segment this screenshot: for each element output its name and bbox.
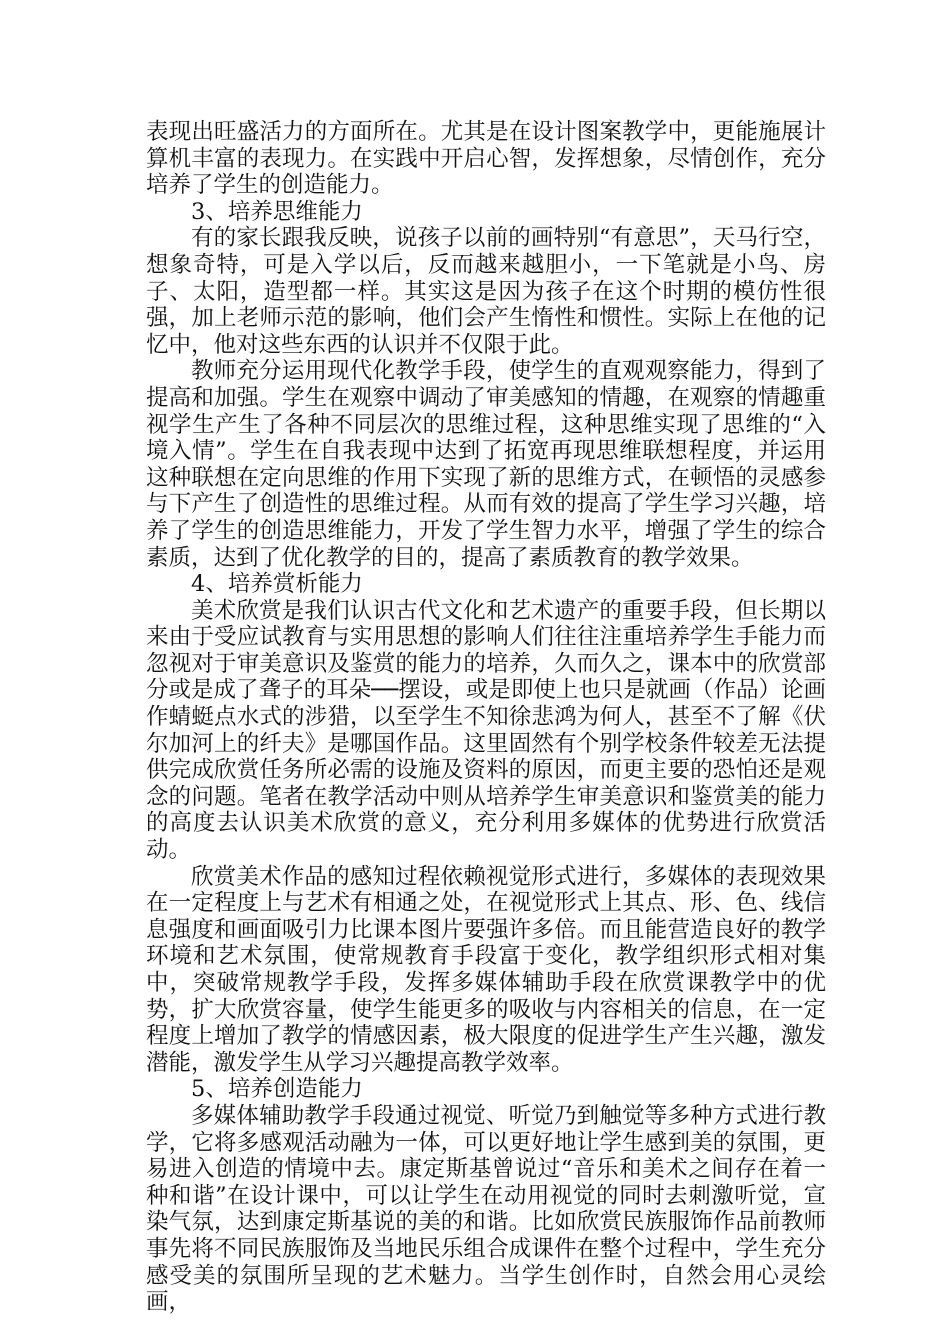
paragraph-art-appreciation: 美术欣赏是我们认识古代文化和艺术遗产的重要手段，但长期以来由于受应试教育与实用思想的影响人们往往注重培养学生手能力而忽视对于审美意识及鉴赏的能力的培养，久而久之，课本中的欣赏部分或是成了聋子的耳朵──摆设，或是即使上也只是就画（作品）论画作蜻蜓点水式的涉猎，以至学生不知徐悲鸿为何人，甚至不了解《伏尔加河上的纤夫》是哪国作品。这里固然有个别学校条件较差无法提供完成欣赏任务所必需的设施及资料的原因，而更主要的恐怕还是观念的问题。笔者在教学活动中则从培养学生审美意识和鉴赏美的能力的高度去认识美术欣赏的意义，充分利用多媒体的优势进行欣赏活动。 [146,597,826,864]
paragraph-perception: 欣赏美术作品的感知过程依赖视觉形式进行，多媒体的表现效果在一定程度上与艺术有相通之处，在视觉形式上其点、形、色、线信息强度和画面吸引力比课本图片要强许多倍。而且能营造良好的教学环境和艺术氛围，使常规教育手段富于变化，教学组织形式相对集中，突破常规教学手段，发挥多媒体辅助手段在欣赏课教学中的优势，扩大欣赏容量，使学生能更多的吸收与内容相关的信息，在一定程度上增加了教学的情感因素，极大限度的促进学生产生兴趣，激发潜能，激发学生从学习兴趣提高教学效率。 [146,863,826,1076]
section-heading-thinking: 3、培养思维能力 [191,198,363,225]
paragraph-multimedia: 多媒体辅助教学手段通过视觉、听觉乃到触觉等多种方式进行教学，它将多感观活动融为一体，可以更好地让学生感到美的氛围，更易进入创造的情境中去。康定斯基曾说过“音乐和美术之间存在着一种和谐”在设计课中，可以让学生在动用视觉的同时去刺激听觉，宣染气氛，达到康定斯基说的美的和谐。比如欣赏民族服饰作品前教师事先将不同民族服饰及当地民乐组合成课件在整个过程中，学生充分感受美的氛围所呈现的艺术魅力。当学生创作时，自然会用心灵绘画， [146,1102,826,1316]
paragraph-observation: 教师充分运用现代化教学手段，使学生的直观观察能力，得到了提高和加强。学生在观察中调动了审美感知的情趣，在观察的情趣重视学生产生了各种不同层次的思维过程，这种思维实现了思维的“入境入情”。学生在自我表现中达到了拓宽再现思维联想程度，并运用这种联想在定向思维的作用下实现了新的思维方式，在顿悟的灵感参与下产生了创造性的思维过程。从而有效的提高了学生学习兴趣，培养了学生的创造思维能力，开发了学生智力水平，增强了学生的综合素质，达到了优化教学的目的，提高了素质教育的教学效果。 [146,358,826,571]
paragraph-continuation: 表现出旺盛活力的方面所在。尤其是在设计图案教学中，更能施展计算机丰富的表现力。在实践中开启心智，发挥想象，尽情创作，充分培养了学生的创造能力。 [146,119,826,199]
document-body [146,119,826,1316]
paragraph-parent-feedback: 有的家长跟我反映，说孩子以前的画特别“有意思”，天马行空，想象奇特，可是入学以后，反而越来越胆小，一下笔就是小鸟、房子、太阳，造型都一样。其实这是因为孩子在这个时期的模仿性很强，加上老师示范的影响，他们会产生惰性和惯性。实际上在他的记忆中，他对这些东西的认识并不仅限于此。 [146,225,826,358]
section-heading-appreciation: 4、培养赏析能力 [191,571,363,598]
section-heading-creativity: 5、培养创造能力 [191,1076,363,1103]
